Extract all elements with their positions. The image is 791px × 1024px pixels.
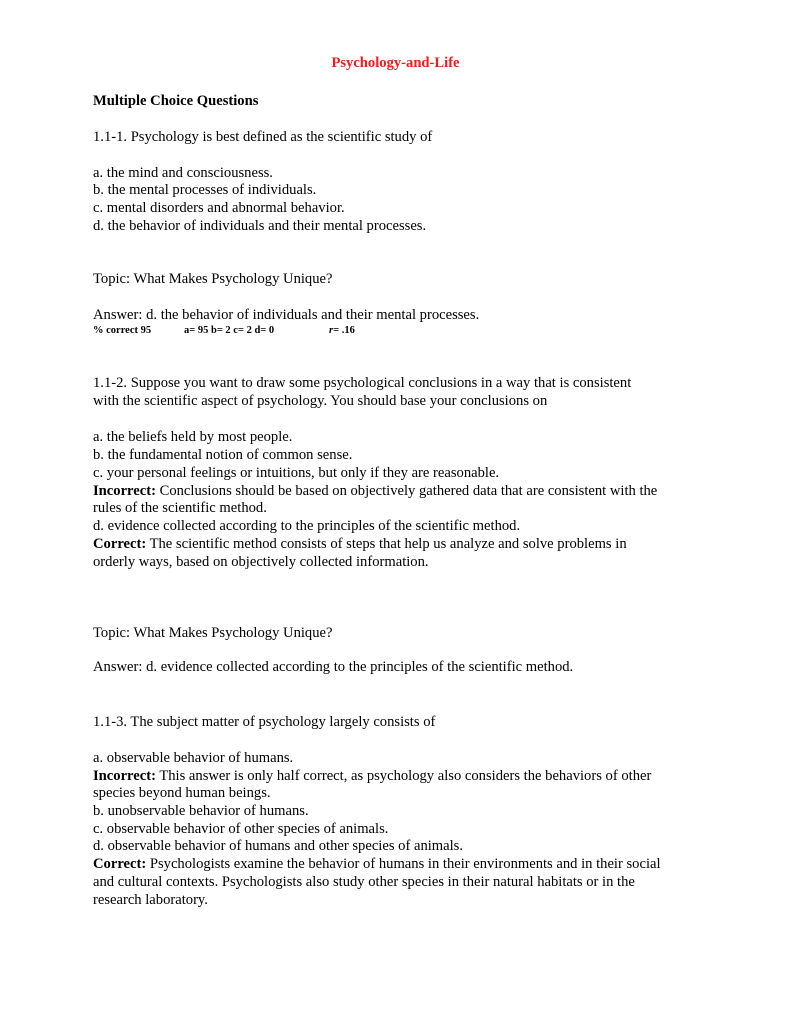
- q2-option-a: a. the beliefs held by most people.: [93, 429, 293, 445]
- correct-label: Correct:: [93, 856, 147, 872]
- q3-option-a: a. observable behavior of humans.: [93, 750, 294, 766]
- question-2-stem-line-2: with the scientific aspect of psychology. You should base your conclusions on: [93, 393, 548, 409]
- correct-text: Psychologists examine the behavior of humans in their environments and in their social: [146, 856, 661, 872]
- question-1-stem: 1.1-1. Psychology is best defined as the scientific study of: [93, 129, 433, 145]
- q1-option-d: d. the behavior of individuals and their mental processes.: [93, 218, 427, 234]
- correct-text: The scientific method consists of steps that help us analyze and solve problems in: [146, 536, 627, 552]
- incorrect-label: Incorrect:: [93, 483, 156, 499]
- q1-statistics: [93, 322, 355, 340]
- q3-incorrect-feedback: [93, 767, 651, 785]
- question-3-stem: 1.1-3. The subject matter of psychology largely consists of: [93, 714, 436, 730]
- q1-percent-correct: % correct 95: [93, 325, 152, 336]
- q2-topic: Topic: What Makes Psychology Unique?: [93, 625, 333, 641]
- q1-topic: Topic: What Makes Psychology Unique?: [93, 271, 333, 287]
- question-2-stem-line-1: 1.1-2. Suppose you want to draw some psychological conclusions in a way that is consistent: [93, 375, 632, 391]
- q2-option-b: b. the fundamental notion of common sense.: [93, 447, 353, 463]
- q2-correct-feedback: [93, 535, 627, 553]
- q1-option-c: c. mental disorders and abnormal behavior.: [93, 200, 345, 216]
- q1-option-b: b. the mental processes of individuals.: [93, 182, 317, 198]
- incorrect-text: This answer is only half correct, as psychology also considers the behaviors of other: [155, 768, 652, 784]
- q1-r-label: r: [329, 325, 334, 336]
- q3-correct-feedback-cont: and cultural contexts. Psychologists also study other species in their natural habitats or in the: [93, 874, 635, 890]
- correct-label: Correct:: [93, 536, 147, 552]
- q2-incorrect-feedback-cont: rules of the scientific method.: [93, 500, 267, 516]
- q1-option-a: a. the mind and consciousness.: [93, 165, 273, 181]
- q3-option-d: d. observable behavior of humans and other species of animals.: [93, 838, 464, 854]
- q2-correct-feedback-cont: orderly ways, based on objectively collected information.: [93, 554, 429, 570]
- q1-r-value: = .16: [333, 325, 355, 336]
- q2-option-d: d. evidence collected according to the principles of the scientific method.: [93, 518, 521, 534]
- section-heading: Multiple Choice Questions: [93, 93, 259, 109]
- incorrect-text: Conclusions should be based on objectively gathered data that are consistent with the: [155, 483, 658, 499]
- q2-answer: Answer: d. evidence collected according to the principles of the scientific method.: [93, 659, 574, 675]
- q1-distribution: a= 95 b= 2 c= 2 d= 0: [184, 325, 275, 336]
- q3-correct-feedback-cont-2: research laboratory.: [93, 892, 208, 908]
- q3-correct-feedback: [93, 855, 661, 873]
- q3-option-b: b. unobservable behavior of humans.: [93, 803, 309, 819]
- q3-option-c: c. observable behavior of other species of animals.: [93, 821, 389, 837]
- q2-option-c: c. your personal feelings or intuitions, but only if they are reasonable.: [93, 465, 500, 481]
- q3-incorrect-feedback-cont: species beyond human beings.: [93, 785, 271, 801]
- q1-answer: Answer: d. the behavior of individuals and their mental processes.: [93, 307, 480, 323]
- incorrect-label: Incorrect:: [93, 768, 156, 784]
- q2-incorrect-feedback: [93, 482, 657, 500]
- document-title: Psychology-and-Life: [331, 55, 460, 71]
